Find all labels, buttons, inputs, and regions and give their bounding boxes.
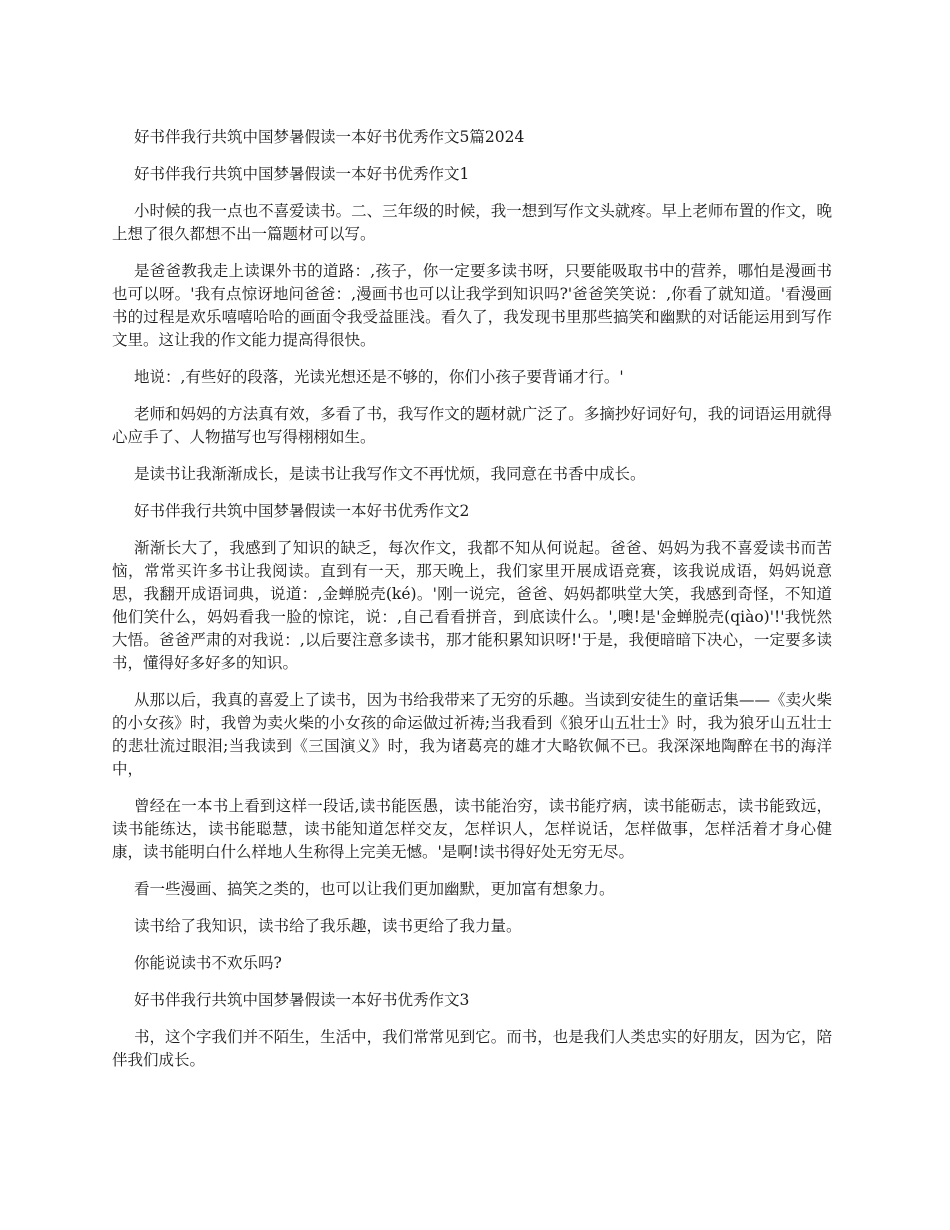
section-title: 好书伴我行共筑中国梦暑假读一本好书优秀作文1: [134, 165, 470, 183]
paragraph: 渐渐长大了，我感到了知识的缺乏，每次作文，我都不知从何说起。爸爸、妈妈为我不喜爱读书而苦恼，常常买许多书让我阅读。直到有一天，那天晚上，我们家里开展成语竞赛，该我说成语，妈妈说意思，我翻开成语词典，说道：,金蝉脱壳(ké)。'刚一说完，爸爸、妈妈都哄堂大笑，我感到奇怪，不知道他们笑什么，妈妈看我一脸的惊诧，说：,自己看看拼音，到底读什么。',噢!是'金蝉脱壳(qiào)'!'我恍然大悟。爸爸严肃的对我说：,以后要注意多读书，那才能积累知识呀!'于是，我便暗暗下决心，一定要多读书，懂得好多好多的知识。: [112, 539, 832, 672]
section-title: 好书伴我行共筑中国梦暑假读一本好书优秀作文2: [134, 502, 470, 520]
paragraph: 是读书让我渐渐成长，是读书让我写作文不再忧烦，我同意在书香中成长。: [134, 465, 646, 483]
paragraph: 地说：,有些好的段落，光读光想还是不够的，你们小孩子要背诵才行。': [134, 368, 624, 386]
section-title: 好书伴我行共筑中国梦暑假读一本好书优秀作文3: [134, 991, 470, 1009]
paragraph: 老师和妈妈的方法真有效，多看了书，我写作文的题材就广泛了。多摘抄好词好句，我的词语运用就得心应手了、人物描写也写得栩栩如生。: [112, 405, 832, 446]
paragraph: 曾经在一本书上看到这样一段话,读书能医愚，读书能治穷，读书能疗病，读书能砺志，读书能致远，读书能练达，读书能聪慧，读书能知道怎样交友，怎样识人，怎样说话，怎样做事，怎样活着才身心健康，读书能明白什么样地人生称得上完美无憾。'是啊!读书得好处无穷无尽。: [112, 797, 832, 861]
paragraph: 小时候的我一点也不喜爱读书。二、三年级的时候，我一想到写作文头就疼。早上老师布置的作文，晚上想了很久都想不出一篇题材可以写。: [112, 202, 832, 243]
paragraph: 读书给了我知识，读书给了我乐趣，读书更给了我力量。: [134, 917, 522, 935]
paragraph: 从那以后，我真的喜爱上了读书，因为书给我带来了无穷的乐趣。当读到安徒生的童话集——《卖火柴的小女孩》时，我曾为卖火柴的小女孩的命运做过祈祷;当我看到《狼牙山五壮士》时，我为狼牙山五壮士的悲壮流过眼泪;当我读到《三国演义》时，我为诸葛亮的雄才大略钦佩不已。我深深地陶醉在书的海洋中，: [112, 691, 832, 778]
paragraph: 你能说读书不欢乐吗?: [134, 954, 282, 972]
paragraph: 是爸爸教我走上读课外书的道路：,孩子，你一定要多读书呀，只要能吸取书中的营养，哪怕是漫画书也可以呀。'我有点惊讶地问爸爸：,漫画书也可以让我学到知识吗?'爸爸笑笑说：,你看了就知道。'看漫画书的过程是欢乐嘻嘻哈哈的画面令我受益匪浅。看久了，我发现书里那些搞笑和幽默的对话能运用到写作文里。这让我的作文能力提高得很快。: [112, 262, 832, 349]
paragraph: 看一些漫画、搞笑之类的，也可以让我们更加幽默，更加富有想象力。: [134, 880, 615, 898]
document-title: 好书伴我行共筑中国梦暑假读一本好书优秀作文5篇2024: [134, 128, 525, 146]
paragraph: 书，这个字我们并不陌生，生活中，我们常常见到它。而书，也是我们人类忠实的好朋友，因为它，陪伴我们成长。: [112, 1028, 832, 1069]
